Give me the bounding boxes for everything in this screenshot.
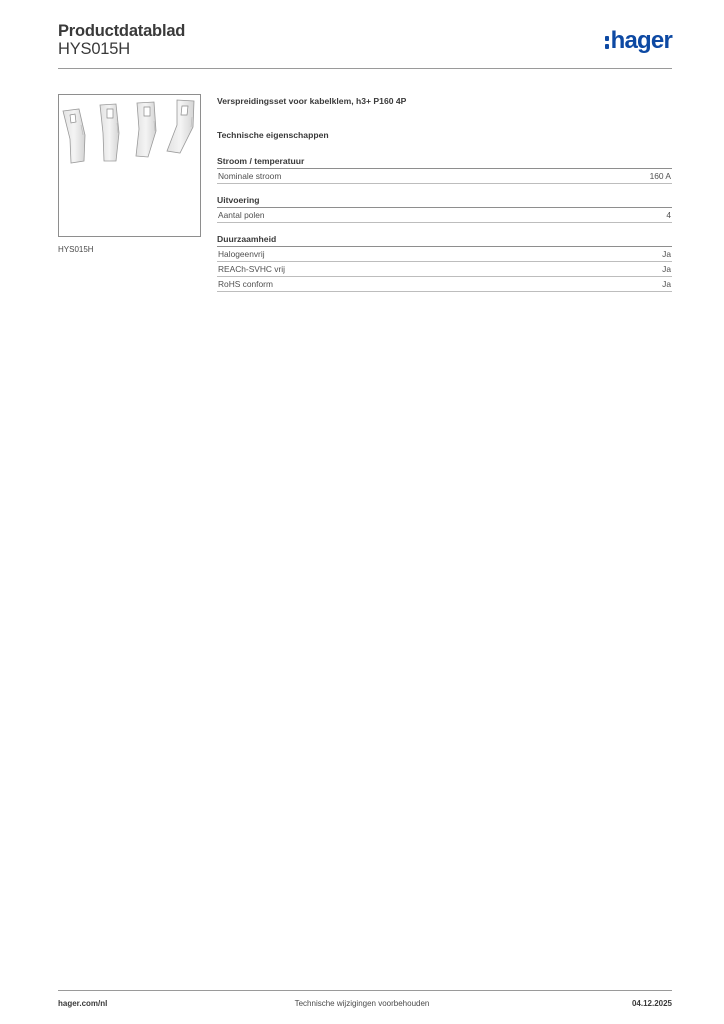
footer-date: 04.12.2025 (631, 999, 672, 1008)
product-image (58, 94, 201, 237)
row-divider (217, 222, 672, 223)
spec-row (217, 247, 672, 261)
spec-row (217, 277, 672, 291)
section-title: Duurzaamheid (217, 234, 277, 244)
spec-label: REACh-SVHC vrij (218, 264, 286, 274)
spec-value: Ja (662, 264, 671, 274)
footer-website-link[interactable]: hager.com/nl (58, 999, 108, 1008)
technical-properties-title: Technische eigenschappen (217, 130, 329, 140)
product-description: Verspreidingsset voor kabelklem, h3+ P160 4P (217, 96, 407, 106)
page-header (58, 20, 672, 68)
logo-text: hager (610, 27, 672, 54)
spec-row (217, 208, 672, 222)
product-code: HYS015H (58, 40, 130, 58)
spec-label: Halogeenvrij (218, 249, 265, 259)
document-title: Productdatablad (58, 22, 186, 40)
spec-value: Ja (662, 279, 671, 289)
spec-label: Nominale stroom (218, 171, 282, 181)
spec-row (217, 262, 672, 276)
busbar-terminals-icon (59, 95, 200, 236)
spec-value: Ja (662, 249, 671, 259)
spec-row (217, 169, 672, 183)
spec-label: Aantal polen (218, 210, 265, 220)
hager-logo (605, 28, 672, 54)
header-divider (58, 68, 672, 69)
spec-label: RoHS conform (218, 279, 273, 289)
logo-mark-icon (605, 32, 609, 50)
spec-value: 160 A (649, 171, 671, 181)
row-divider (217, 183, 672, 184)
image-caption: HYS015H (58, 245, 94, 254)
section-title: Uitvoering (217, 195, 260, 205)
row-divider (217, 291, 672, 292)
footer-divider (58, 990, 672, 991)
footer-note: Technische wijzigingen voorbehouden (294, 999, 430, 1008)
spec-value: 4 (666, 210, 671, 220)
section-title: Stroom / temperatuur (217, 156, 305, 166)
